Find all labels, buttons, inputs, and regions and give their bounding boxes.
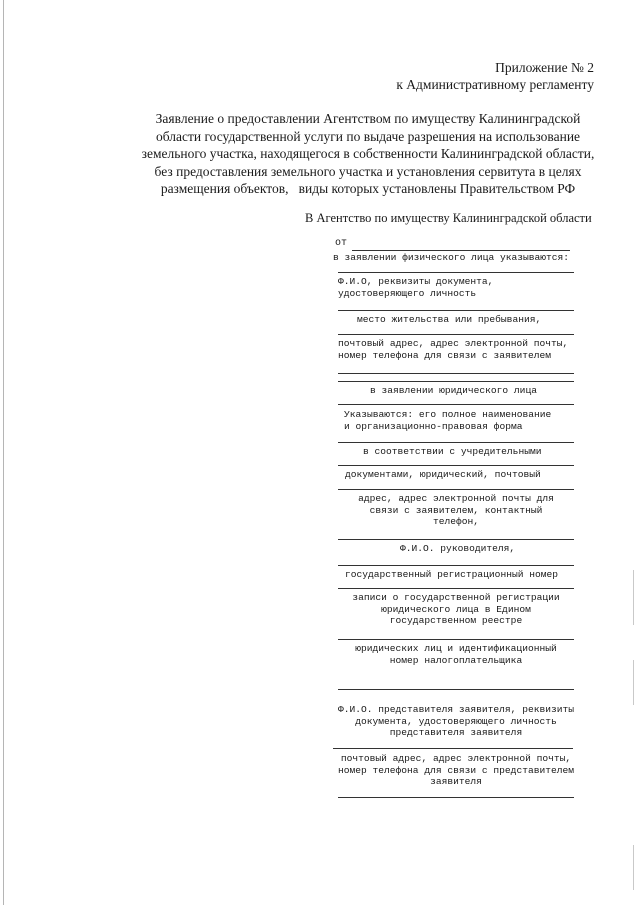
- title-line: Заявление о предоставлении Агентством по имуществу Калининградской: [155, 111, 581, 126]
- title-line: области государственной услуги по выдаче разрешения на использование: [155, 128, 581, 144]
- individual-residence-field-line[interactable]: [338, 310, 574, 311]
- blank-field-line[interactable]: [338, 381, 574, 382]
- recipient-line: В Агентство по имуществу Калининградской области: [305, 211, 592, 225]
- legal-reg-number-field-line[interactable]: [338, 565, 574, 566]
- legal-founding-field-line[interactable]: [338, 442, 574, 443]
- legal-inn-field-line[interactable]: [338, 639, 574, 640]
- scan-edge-mark: [633, 845, 634, 890]
- scan-edge-mark: [633, 660, 634, 705]
- appendix-reference: к Административному регламенту: [396, 77, 594, 92]
- page-left-border: [3, 0, 4, 905]
- legal-documents-caption: документами, юридический, почтовый: [345, 469, 541, 480]
- legal-registry-caption: записи о государственной регистрации юридического лица в Едином государственном реестре: [352, 592, 560, 627]
- individual-contacts-caption: почтовый адрес, адрес электронной почты, номер телефона для связи с заявителем: [338, 338, 569, 361]
- individual-header: в заявлении физического лица указываются:: [333, 252, 570, 263]
- blank-field-line[interactable]: [338, 797, 574, 798]
- legal-head-field-line[interactable]: [338, 539, 574, 540]
- legal-reg-number-caption: государственный регистрационный номер: [345, 569, 559, 580]
- legal-name-caption: Указываются: его полное наименование и организационно-правовая форма: [344, 409, 552, 432]
- legal-founding-caption: в соответствии с учредительными: [363, 446, 542, 457]
- individual-contacts-field-line[interactable]: [338, 334, 574, 335]
- individual-fio-caption: Ф.И.О, реквизиты документа, удостоверяющего личность: [338, 276, 494, 299]
- legal-header: в заявлении юридического лица: [370, 385, 537, 396]
- title-line: размещения объектов, виды которых установлены Правительством РФ: [160, 181, 576, 196]
- appendix-number: Приложение № 2: [495, 60, 594, 75]
- applicant-field-line[interactable]: [352, 250, 570, 251]
- from-label: от: [335, 238, 348, 249]
- legal-name-field-line[interactable]: [338, 404, 574, 405]
- title-line: без предоставления земельного участка и установления сервитута в целях: [154, 163, 582, 179]
- individual-fio-field-line[interactable]: [338, 272, 574, 273]
- blank-field-line[interactable]: [338, 373, 574, 374]
- representative-contacts-field-line[interactable]: [333, 748, 573, 749]
- legal-documents-field-line[interactable]: [338, 465, 574, 466]
- title-line: земельного участка, находящегося в собственности Калининградской области,: [141, 146, 595, 161]
- legal-registry-field-line[interactable]: [338, 588, 574, 589]
- representative-contacts-caption: почтовый адрес, адрес электронной почты, номер телефона для связи с представителем заявителя: [337, 753, 575, 788]
- representative-fio-caption: Ф.И.О. представителя заявителя, реквизиты документа, удостоверяющего личность представителя заявителя: [337, 704, 575, 739]
- legal-contacts-field-line[interactable]: [338, 489, 574, 490]
- scan-edge-mark: [633, 570, 634, 625]
- individual-residence-caption: место жительства или пребывания,: [357, 314, 542, 325]
- blank-field-line[interactable]: [338, 689, 574, 690]
- legal-inn-caption: юридических лиц и идентификационный номер налогоплательщика: [355, 643, 557, 666]
- legal-contacts-caption: адрес, адрес электронной почты для связи с заявителем, контактный телефон,: [358, 493, 554, 528]
- document-title: [108, 110, 628, 198]
- legal-head-caption: Ф.И.О. руководителя,: [400, 543, 516, 554]
